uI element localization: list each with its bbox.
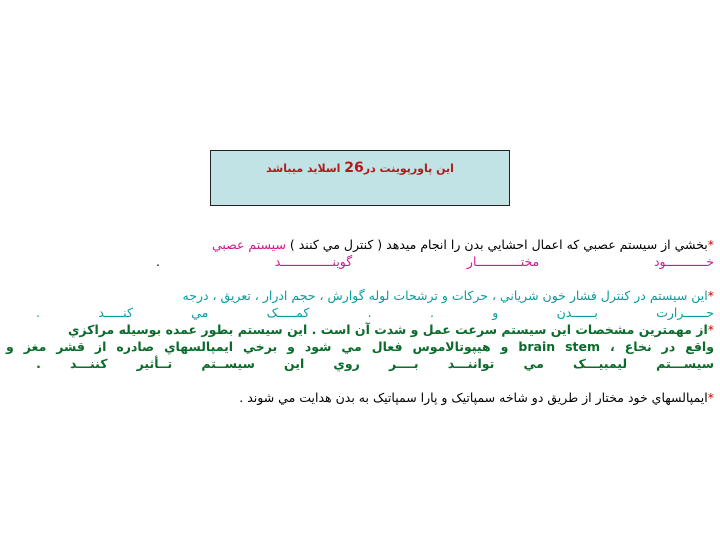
paragraph-1-text: بخشي از سيستم عصبي که اعمال احشايي بدن را انجام ميدهد ( کنترل مي کنند ) bbox=[285, 237, 708, 252]
title-text bbox=[266, 162, 454, 175]
paragraph-2 bbox=[6, 287, 714, 304]
p2-word: . bbox=[429, 305, 434, 320]
paragraph-3-line-1: از مهمترين مشخصات اين سيستم سرعت عمل و شدت آن است . اين سيستم بطور عمده بوسيله مراکزي bbox=[67, 322, 708, 337]
p3-word: تــأثير bbox=[136, 356, 173, 371]
p2-word: و bbox=[492, 305, 499, 320]
p2-word: بــــــدن bbox=[556, 305, 598, 320]
p3-word: سيســتم bbox=[201, 356, 255, 371]
bullet-star: * bbox=[707, 390, 714, 405]
paragraph-3 bbox=[6, 321, 714, 338]
paragraph-1-line-2 bbox=[6, 253, 714, 270]
title-box bbox=[210, 150, 510, 206]
paragraph-3-line-2: واقع در نخاع ، brain stem و هيپوتالاموس فعال مي شود و برخي ايمپالسهاي صادره از قشر مغز و bbox=[6, 339, 714, 354]
p3-word: روي bbox=[333, 356, 360, 371]
p3-word: کننـــد bbox=[70, 356, 108, 371]
bullet-star: * bbox=[707, 237, 714, 252]
p1-word: مختــــــــــــار bbox=[466, 254, 540, 269]
p2-word: کنـــــد bbox=[98, 305, 133, 320]
paragraph-3-line-3 bbox=[6, 355, 714, 372]
spacer bbox=[6, 372, 714, 389]
p1-word: خـــــــــــود bbox=[653, 254, 714, 269]
paragraph-1 bbox=[6, 236, 714, 253]
bullet-star: * bbox=[707, 288, 714, 303]
paragraph-1-highlight: سيستم عصبي bbox=[211, 237, 286, 252]
p3-word: ليمبيـــک bbox=[573, 356, 628, 371]
p2-word: مي bbox=[191, 305, 209, 320]
p3-word: اين bbox=[284, 356, 305, 371]
paragraph-4 bbox=[6, 389, 714, 406]
paragraph-4-text: ايمپالسهاي خود مختار از طريق دو شاخه سمپاتيک و پارا سمپاتيک به بدن هدايت مي شوند . bbox=[239, 390, 708, 405]
slide-count: 26 bbox=[344, 160, 364, 176]
paragraph-2-line-2 bbox=[6, 304, 714, 321]
bullet-star: * bbox=[707, 322, 714, 337]
p2-word: . bbox=[367, 305, 372, 320]
p1-word: گوينــــــــــــــد bbox=[274, 254, 353, 269]
p2-word: حــــــرارت bbox=[656, 305, 714, 320]
p2-word: . bbox=[36, 305, 40, 320]
p1-period: . bbox=[156, 254, 161, 269]
p3-word: سيســـتم bbox=[656, 356, 714, 371]
content-body bbox=[6, 236, 714, 406]
title-text-before: اين پاورپوينت در bbox=[363, 162, 454, 175]
title-text-after: اسلايد ميباشد bbox=[266, 162, 345, 175]
p3-word: تواننـــد bbox=[447, 356, 495, 371]
paragraph-2-text: اين سيستم در کنترل فشار خون شرياني ، حرکات و ترشحات لوله گوارش ، حجم ادرار ، تعريق ، درجه bbox=[182, 288, 708, 303]
p2-word: کمـــــک bbox=[266, 305, 310, 320]
spacer bbox=[6, 270, 714, 287]
p3-word: بــــر bbox=[388, 356, 419, 371]
p3-word: مي bbox=[523, 356, 544, 371]
p3-word: . bbox=[36, 356, 41, 371]
